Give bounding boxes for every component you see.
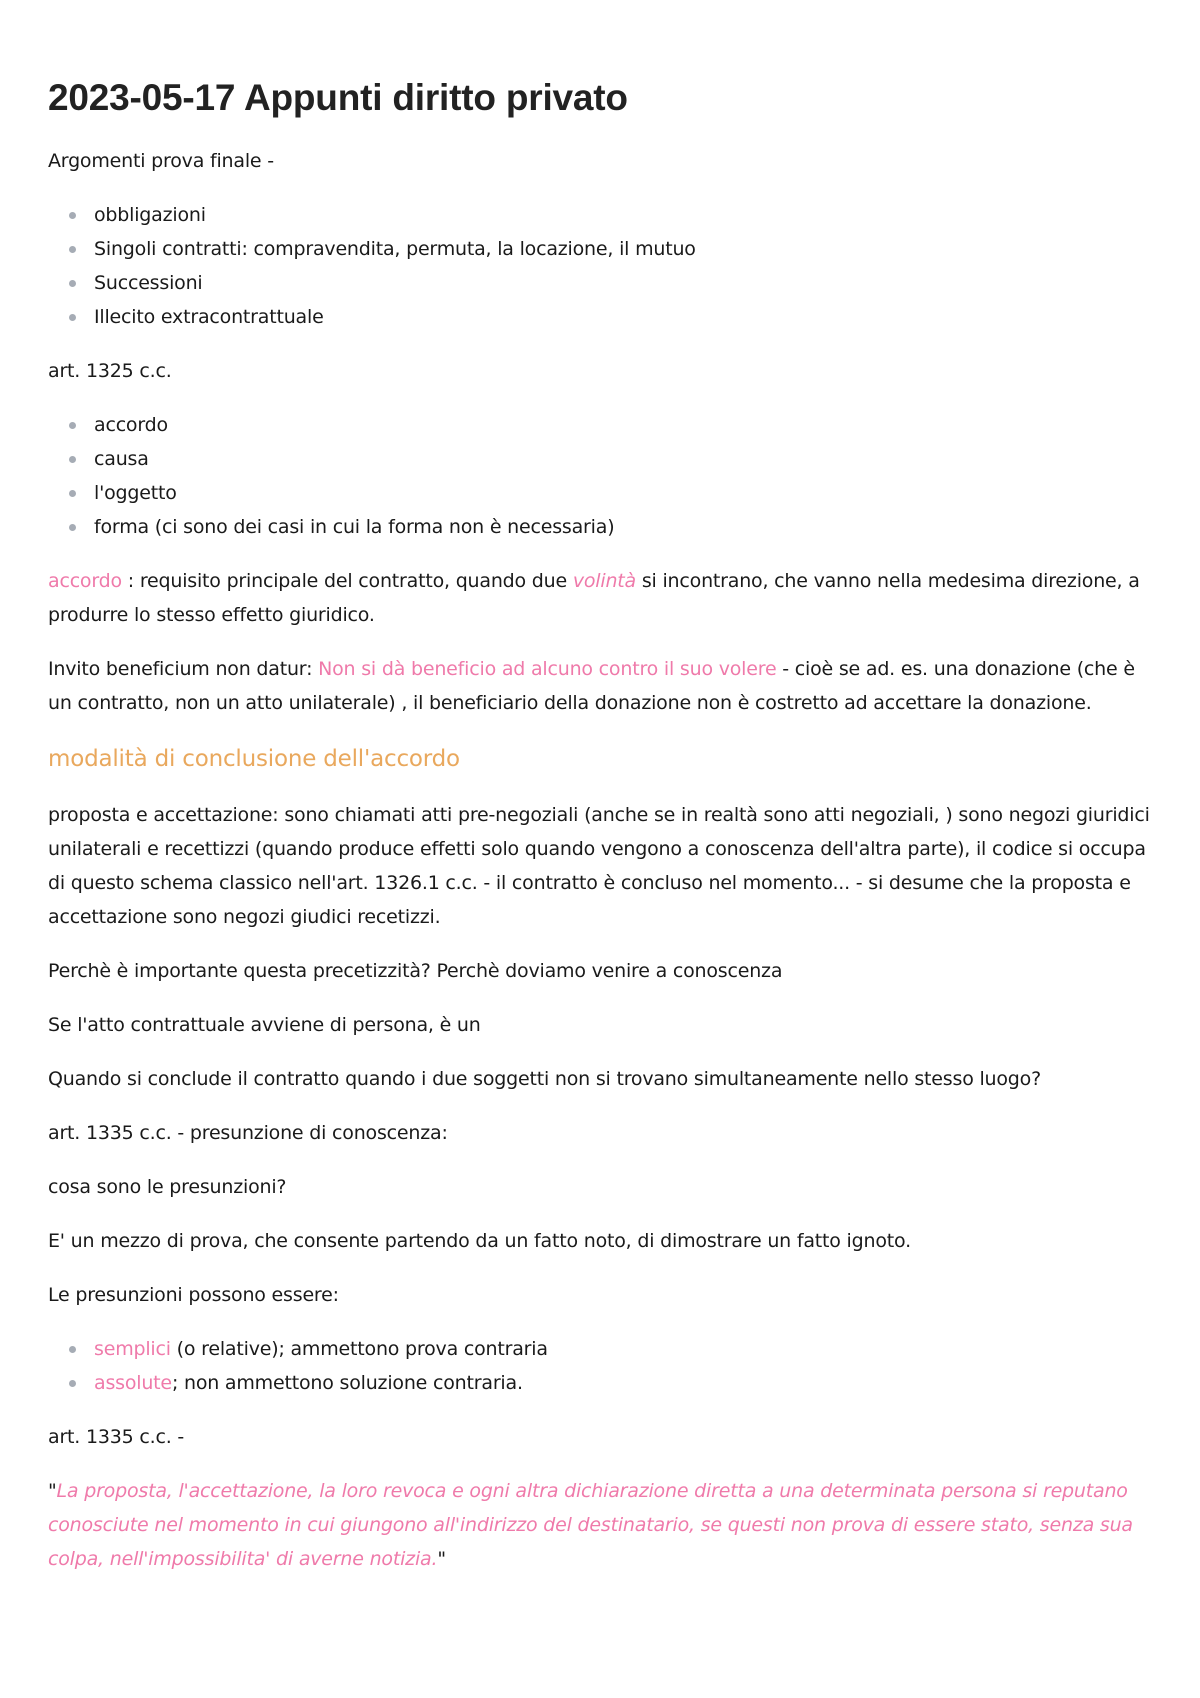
quote-close-mark: " — [437, 1548, 446, 1570]
list-item — [94, 1366, 1158, 1400]
invito-lead: Invito beneficium non datur: — [48, 658, 319, 680]
atto-paragraph: Se l'atto contrattuale avviene di persona, è un — [48, 1014, 481, 1036]
accordo-text-1: : requisito principale del contratto, quando due — [121, 570, 573, 592]
volonta-term: volintà — [572, 570, 637, 592]
article-1325-label: art. 1325 c.c. — [48, 360, 172, 382]
accordo-definition — [48, 564, 1158, 632]
note-content — [48, 72, 1158, 1596]
accordo-term: accordo — [48, 570, 122, 592]
list-item: forma (ci sono dei casi in cui la forma non è necessaria) — [94, 510, 1158, 544]
presunzione-desc: ; non ammettono soluzione contraria. — [171, 1372, 523, 1394]
possono-paragraph: Le presunzioni possono essere: — [48, 1284, 339, 1306]
quote-open-mark: " — [48, 1480, 57, 1502]
presunzione-desc: (o relative); ammettono prova contraria — [170, 1338, 548, 1360]
presunzione-term: assolute — [94, 1372, 172, 1394]
list-item: causa — [94, 442, 1158, 476]
perche-paragraph: Perchè è importante questa precetizzità? Perchè doviamo venire a conoscenza — [48, 960, 783, 982]
article-1335-presunzione: art. 1335 c.c. - presunzione di conoscenza: — [48, 1122, 448, 1144]
list-item: Illecito extracontrattuale — [94, 300, 1158, 334]
list-item: Singoli contratti: compravendita, permuta, la locazione, il mutuo — [94, 232, 1158, 266]
invito-rest: - cioè se ad. es. una donazione (che è un contratto, non un atto unilaterale) , il beneficiario della donazione non è costretto ad accettare la donazione. — [48, 658, 1135, 714]
proposta-paragraph: proposta e accettazione: sono chiamati atti pre-negoziali (anche se in realtà sono atti negoziali, ) sono negozi giuridici unilaterali e recettizzi (quando produce effetti solo quando vengono a conoscenza dell'altra parte), il codice si occupa di questo schema classico nell'art. 1326.1 c.c. - il contratto è concluso nel momento... - si desume che la proposta e accettazione sono negozi giudici recetizzi. — [48, 804, 1150, 928]
quando-paragraph: Quando si conclude il contratto quando i due soggetti non si trovano simultaneamente nello stesso luogo? — [48, 1068, 1041, 1090]
article-1335-label: art. 1335 c.c. - — [48, 1426, 185, 1448]
list-item: l'oggetto — [94, 476, 1158, 510]
page-title: 2023-05-17 Appunti diritto privato — [48, 77, 628, 118]
invito-paragraph — [48, 652, 1158, 720]
presunzioni-list — [48, 1332, 1158, 1400]
presunzione-term: semplici — [94, 1338, 171, 1360]
accordo-text-2: si incontrano, che vanno nella medesima direzione, a produrre lo stesso effetto giuridico. — [48, 570, 1140, 626]
mezzo-paragraph: E' un mezzo di prova, che consente partendo da un fatto noto, di dimostrare un fatto ignoto. — [48, 1230, 911, 1252]
presunzioni-question: cosa sono le presunzioni? — [48, 1176, 287, 1198]
section-heading: modalità di conclusione dell'accordo — [48, 746, 460, 772]
list-item: obbligazioni — [94, 198, 1158, 232]
quote-text: La proposta, l'accettazione, la loro revoca e ogni altra dichiarazione diretta a una determinata persona si reputano conosciute nel momento in cui giungono all'indirizzo del destinatario, se questi non prova di essere stato, senza sua colpa, nell'impossibilita' di averne notizia. — [48, 1480, 1133, 1570]
invito-translation: Non si dà beneficio ad alcuno contro il suo volere — [318, 658, 777, 680]
list-item: Successioni — [94, 266, 1158, 300]
intro-text: Argomenti prova finale - — [48, 150, 274, 172]
list-item: accordo — [94, 408, 1158, 442]
article-quote — [48, 1474, 1158, 1576]
topics-list — [48, 198, 1158, 334]
list-item — [94, 1332, 1158, 1366]
requirements-list — [48, 408, 1158, 544]
